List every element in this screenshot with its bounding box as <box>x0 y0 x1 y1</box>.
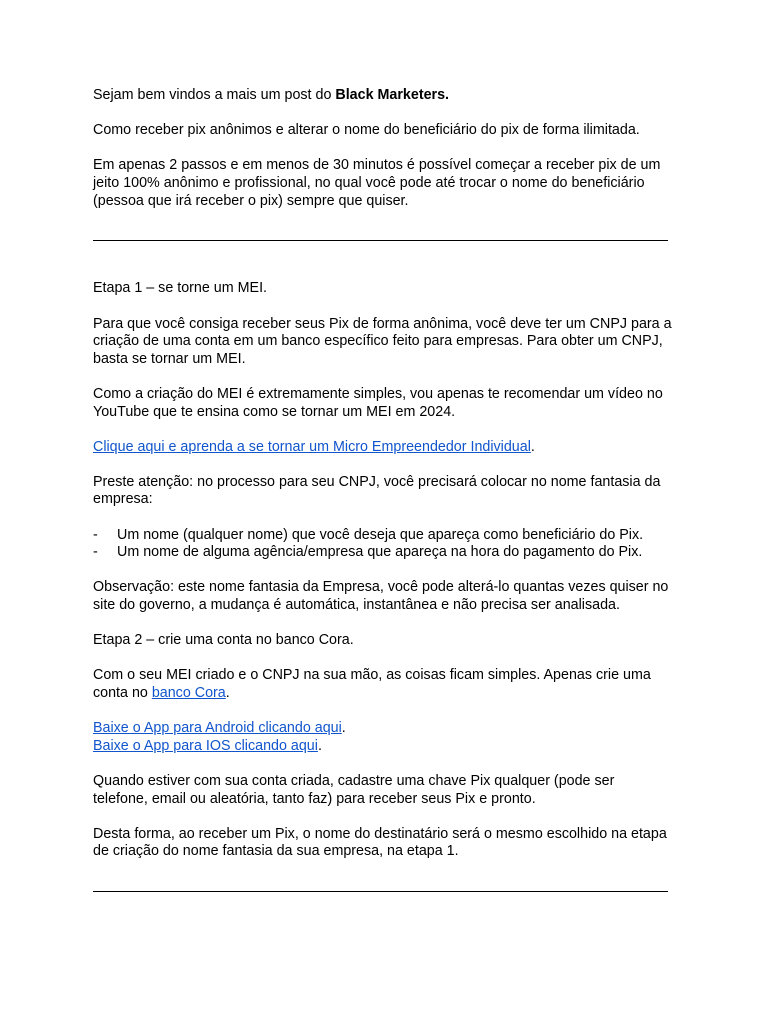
ios-app-link[interactable]: Baixe o App para IOS clicando aqui <box>93 737 318 754</box>
step1-paragraph-cnpj: Para que você consiga receber seus Pix de forma anônima, você deve ter um CNPJ para a criação de uma conta em um banco específico feito para empresas. Para obter um CNPJ, basta se tornar um MEI. <box>93 315 672 367</box>
step2-paragraph-bank <box>93 667 673 702</box>
step1-paragraph-video: Como a criação do MEI é extremamente simples, vou apenas te recomendar um vídeo no YouTube que te ensina como se tornar um MEI em 2024. <box>93 385 663 420</box>
bullet-dash: - <box>93 526 98 543</box>
intro-summary: Em apenas 2 passos e em menos de 30 minutos é possível começar a receber pix de um jeito 100% anônimo e profissional, no qual você pode até trocar o nome do beneficiário (pessoa que irá receber o pix) sempre que quiser. <box>93 157 661 209</box>
step2-paragraph-pix-key: Quando estiver com sua conta criada, cadastre uma chave Pix qualquer (pode ser telefone, email ou aleatória, tanto faz) para receber seus Pix e pronto. <box>93 772 615 807</box>
section-divider <box>93 879 673 897</box>
app-download-links <box>93 720 673 755</box>
step1-observation: Observação: este nome fantasia da Empresa, você pode alterá-lo quantas vezes quiser no site do governo, a mudança é automática, instantânea e não precisa ser analisada. <box>93 579 669 614</box>
list-item-text: Um nome de alguma agência/empresa que apareça na hora do pagamento do Pix. <box>117 544 643 561</box>
link-suffix: . <box>317 737 322 754</box>
list-item <box>93 544 673 562</box>
android-app-link[interactable]: Baixe o App para Android clicando aqui <box>93 720 342 737</box>
headline: Como receber pix anônimos e alterar o nome do beneficiário do pix de forma ilimitada. <box>93 122 640 139</box>
step2-title: Etapa 2 – crie uma conta no banco Cora. <box>93 632 354 649</box>
bullet-dash: - <box>93 544 98 561</box>
link-suffix: . <box>530 438 535 455</box>
mei-video-link[interactable]: Clique aqui e aprenda a se tornar um Micro Empreendedor Individual <box>93 438 531 455</box>
document-body <box>93 87 673 931</box>
list-item <box>93 527 673 545</box>
list-item-text: Um nome (qualquer nome) que você deseja que apareça como beneficiário do Pix. <box>117 526 644 543</box>
cora-bank-link[interactable]: banco Cora <box>151 685 226 701</box>
section-divider <box>93 228 673 246</box>
welcome-line <box>93 87 673 105</box>
step1-attention: Preste atenção: no processo para seu CNPJ, você precisará colocar no nome fantasia da empresa: <box>93 473 661 508</box>
step2-paragraph-conclusion: Desta forma, ao receber um Pix, o nome do destinatário será o mesmo escolhido na etapa de criação do nome fantasia da sua empresa, na etapa 1. <box>93 825 667 860</box>
brand-name: Black Marketers. <box>335 87 450 103</box>
step2-bank-prefix: Com o seu MEI criado e o CNPJ na sua mão, as coisas ficam simples. Apenas crie uma conta no <box>93 667 651 701</box>
fantasy-name-list <box>93 527 673 562</box>
link-suffix: . <box>225 685 230 701</box>
video-link-line <box>93 439 673 457</box>
welcome-prefix: Sejam bem vindos a mais um post do <box>93 87 336 103</box>
step1-title: Etapa 1 – se torne um MEI. <box>93 280 268 297</box>
link-suffix: . <box>341 720 346 737</box>
